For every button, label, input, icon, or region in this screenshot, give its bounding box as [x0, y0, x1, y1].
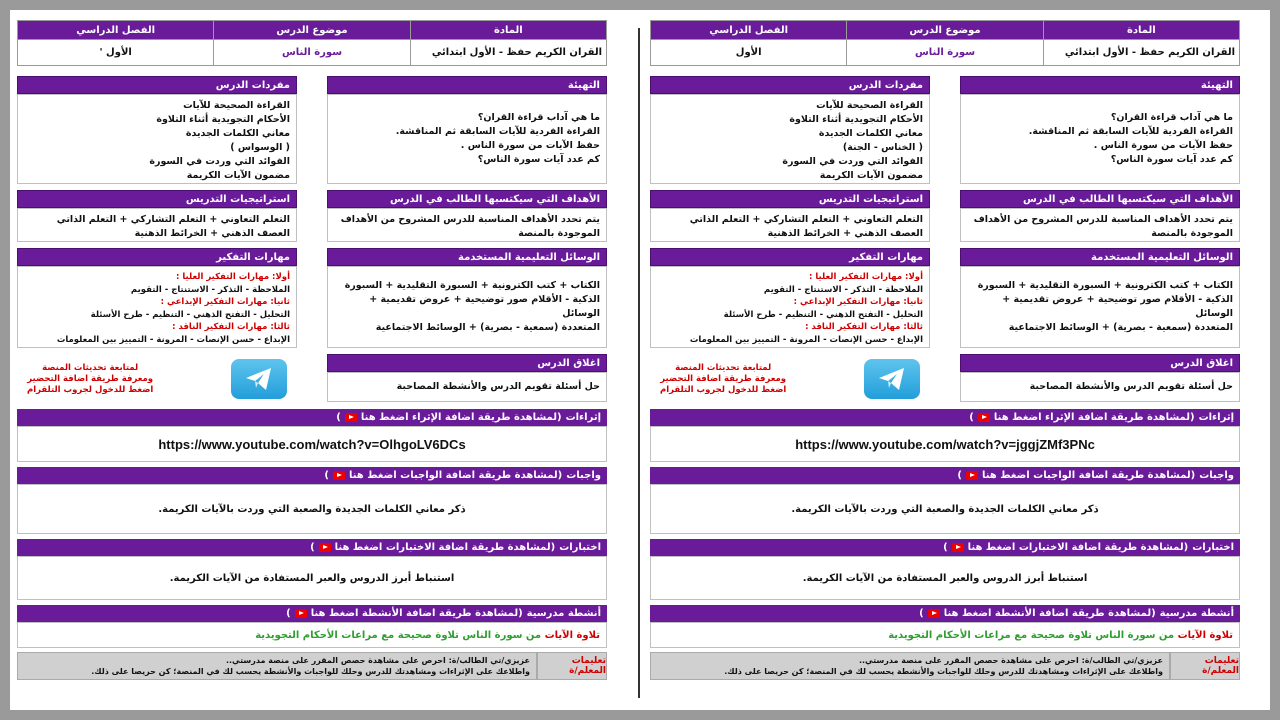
media-line: الذكية - الأقلام صور توضيحية + عروض تقديمية + الوسائل	[369, 294, 600, 319]
media-title: الوسائل التعليمية المستخدمة	[327, 248, 607, 266]
tests-text: استنباط أبرز الدروس والعبر المستفادة من الآيات الكريمة.	[802, 572, 1088, 584]
enrichment-video-link[interactable]: (لمشاهدة طريقة اضافة الإثراء اضغط هنا	[993, 412, 1195, 423]
telegram-icon[interactable]	[231, 359, 287, 399]
tests-text: استنباط أبرز الدروس والعبر المستفادة من الآيات الكريمة.	[169, 572, 455, 584]
activities-bar	[650, 605, 1240, 622]
activities-content	[650, 622, 1240, 648]
vocab-line: الأحكام التجويدية أثناء التلاوة	[156, 114, 290, 125]
thinking-title: مهارات التفكير	[650, 248, 930, 266]
homework-video-link[interactable]: (لمشاهدة طريقة اضافة الواجبات اضغط هنا	[981, 470, 1196, 481]
thinking-line: الملاحظة - التذكر - الاستنتاج - التقويم	[763, 284, 923, 295]
enrichment-bar	[650, 409, 1240, 426]
strategies-title: استراتيجيات التدريس	[17, 190, 297, 208]
goals-line: الموجودة بالمنصة	[518, 228, 600, 239]
media-line: الكتاب + كتب الكترونية + السبورة التقليدية + السبورة	[977, 280, 1233, 291]
activities-bar	[17, 605, 607, 622]
closing-title: اغلاق الدرس	[327, 354, 607, 372]
strategies-line: التعلم التعاوني + التعلم التشاركي + التعلم الذاتي	[56, 214, 290, 225]
strategies-title: استراتيجيات التدريس	[650, 190, 930, 208]
thinking-title: مهارات التفكير	[17, 248, 297, 266]
intro-line: ما هي آداب قراءة القران؟	[1110, 112, 1233, 123]
tests-link-close: )	[943, 542, 948, 553]
header-term-value: الأول	[651, 40, 847, 66]
teacher-instructions	[650, 652, 1240, 680]
intro-line: القراءة الفردية للآيات السابقة ثم المناقشة.	[1028, 126, 1233, 137]
youtube-icon[interactable]	[295, 609, 307, 618]
activities-text-b: من سورة الناس تلاوة صحيحة مع مراعات الأحكام التجويدية	[255, 629, 542, 641]
thinking-line: الملاحظة - التذكر - الاستنتاج - التقويم	[130, 284, 290, 295]
strategies-line: التعلم التعاوني + التعلم التشاركي + التعلم الذاتي	[689, 214, 923, 225]
activities-text-a: تلاوة الآيات	[1177, 629, 1233, 641]
tests-video-link[interactable]: (لمشاهدة طريقة اضافة الاختبارات اضغط هنا	[967, 542, 1189, 553]
teacher-instructions-label: تعليمات المعلم/ة	[537, 652, 607, 680]
thinking-line: ثانيا: مهارات التفكير الإبداعي :	[160, 297, 290, 307]
page-divider	[638, 28, 640, 698]
tests-label: اختبارات	[1192, 542, 1234, 553]
goals-line: يتم تحدد الأهداف المناسبة للدرس المشروح من الأهداف	[340, 214, 600, 225]
enrichment-url-link[interactable]: https://www.youtube.com/watch?v=jggjZMf3PNc	[795, 436, 1095, 452]
telegram-text-line: ومعرفة طريقة اضافة التحضير	[660, 373, 787, 384]
header-subject-label: المادة	[1043, 21, 1239, 40]
media-title: الوسائل التعليمية المستخدمة	[960, 248, 1240, 266]
thinking-line: التحليل - التفتح الذهني - التنظيم - طرح الأسئلة	[723, 309, 923, 320]
tests-label: اختبارات	[559, 542, 601, 553]
media-line: المتعددة (سمعية - بصرية) + الوسائط الاجتماعية	[1008, 322, 1233, 333]
goals-section	[327, 190, 607, 242]
vocab-line: القراءة الصحيحة للآيات	[183, 100, 290, 111]
vocab-line: القراءة الصحيحة للآيات	[816, 100, 923, 111]
strategies-section	[650, 190, 930, 242]
lesson-plan-sheet-right	[650, 20, 1240, 688]
lesson-header-table	[650, 20, 1240, 66]
vocab-section	[17, 76, 297, 184]
telegram-text-line: لمتابعة تحديثات المنصة	[42, 362, 139, 373]
closing-text: حل أسئلة تقويم الدرس والأنشطة المصاحبة	[396, 381, 600, 392]
lesson-header-table	[17, 20, 607, 66]
vocab-line: ( الوسواس )	[230, 142, 290, 153]
intro-section	[960, 76, 1240, 184]
vocab-line: ( الخناس - الجنة)	[842, 142, 923, 153]
tests-bar	[650, 539, 1240, 556]
lesson-plan-sheet-left	[17, 20, 607, 688]
strategies-section	[17, 190, 297, 242]
media-section	[960, 248, 1240, 348]
youtube-icon[interactable]	[978, 413, 990, 422]
youtube-icon[interactable]	[333, 471, 345, 480]
intro-line: حفظ الآيات من سورة الناس .	[460, 140, 600, 151]
closing-section	[327, 354, 607, 404]
telegram-text-line: ومعرفة طريقة اضافة التحضير	[27, 373, 154, 384]
thinking-line: الإبداع - حسن الإنصات - المرونة - التمييز بين المعلومات	[689, 334, 923, 345]
intro-line: القراءة الفردية للآيات السابقة ثم المناقشة.	[395, 126, 600, 137]
intro-line: كم عدد آيات سورة الناس؟	[1110, 154, 1233, 165]
goals-title: الأهداف التي سيكتسبها الطالب في الدرس	[327, 190, 607, 208]
homework-text: ذكر معاني الكلمات الجديدة والصعبة التي وردت بالآيات الكريمة.	[791, 503, 1099, 515]
vocab-line: الفوائد التي وردت في السورة	[149, 156, 290, 167]
teacher-instructions-line: عزيزي/تي الطالب/ة: احرص على مشاهدة حصص المقرر على منصة مدرستي..	[225, 656, 530, 665]
vocab-line: معاني الكلمات الجديدة	[818, 128, 923, 139]
telegram-group-link[interactable]	[650, 354, 930, 404]
activities-video-link[interactable]: (لمشاهدة طريقة اضافة الأنشطة اضغط هنا	[943, 608, 1156, 619]
goals-line: الموجودة بالمنصة	[1151, 228, 1233, 239]
homework-bar	[650, 467, 1240, 484]
intro-line: حفظ الآيات من سورة الناس .	[1093, 140, 1233, 151]
strategies-line: العصف الذهني + الخرائط الذهنية	[767, 228, 923, 239]
telegram-group-link[interactable]	[17, 354, 297, 404]
header-term-value: الأول '	[18, 40, 214, 66]
homework-text: ذكر معاني الكلمات الجديدة والصعبة التي وردت بالآيات الكريمة.	[158, 503, 466, 515]
thinking-line: أولا: مهارات التفكير العليا :	[808, 272, 923, 282]
header-subject-label: المادة	[410, 21, 606, 40]
homework-video-link[interactable]: (لمشاهدة طريقة اضافة الواجبات اضغط هنا	[348, 470, 563, 481]
intro-title: التهيئة	[327, 76, 607, 94]
enrichment-label: إثراءات	[565, 412, 601, 423]
closing-title: اغلاق الدرس	[960, 354, 1240, 372]
media-line: الذكية - الأقلام صور توضيحية + عروض تقديمية + الوسائل	[1002, 294, 1233, 319]
homework-label: واجبات	[1199, 470, 1234, 481]
telegram-text-line: اضغط للدخول لجروب التلقرام	[660, 384, 787, 395]
thinking-line: التحليل - التفتح الذهني - التنظيم - طرح الأسئلة	[90, 309, 290, 320]
header-term-label: الفصل الدراسي	[651, 21, 847, 40]
teacher-instructions-line: واطلاعك على الإثراءات ومشاهدتك للدرس وحلك للواجبات والأنشطة يحسب لك في المنصة؛ كن حريصا على ذلك.	[91, 667, 530, 676]
teacher-instructions-label: تعليمات المعلم/ة	[1170, 652, 1240, 680]
activities-label: أنشطة مدرسية	[526, 608, 601, 619]
enrichment-video-link[interactable]: (لمشاهدة طريقة اضافة الإثراء اضغط هنا	[360, 412, 562, 423]
enrichment-url-link[interactable]: https://www.youtube.com/watch?v=OlhgoLV6DCs	[158, 436, 466, 452]
media-line: المتعددة (سمعية - بصرية) + الوسائط الاجتماعية	[375, 322, 600, 333]
activities-link-close: )	[286, 608, 291, 619]
vocab-line: مضمون الآيات الكريمة	[186, 170, 290, 181]
youtube-icon[interactable]	[928, 609, 940, 618]
youtube-icon[interactable]	[966, 471, 978, 480]
enrichment-bar	[17, 409, 607, 426]
intro-line: كم عدد آيات سورة الناس؟	[477, 154, 600, 165]
enrichment-label: إثراءات	[1198, 412, 1234, 423]
activities-text-a: تلاوة الآيات	[544, 629, 600, 641]
tests-link-close: )	[310, 542, 315, 553]
tests-video-link[interactable]: (لمشاهدة طريقة اضافة الاختبارات اضغط هنا	[334, 542, 556, 553]
activities-link-close: )	[919, 608, 924, 619]
youtube-icon[interactable]	[319, 543, 331, 552]
thinking-section	[650, 248, 930, 348]
youtube-icon[interactable]	[345, 413, 357, 422]
activities-video-link[interactable]: (لمشاهدة طريقة اضافة الأنشطة اضغط هنا	[310, 608, 523, 619]
media-line: الكتاب + كتب الكترونية + السبورة التقليدية + السبورة	[344, 280, 600, 291]
media-section	[327, 248, 607, 348]
telegram-text-line: اضغط للدخول لجروب التلقرام	[27, 384, 154, 395]
enrichment-link-close: )	[969, 412, 974, 423]
thinking-line: ثانيا: مهارات التفكير الإبداعي :	[793, 297, 923, 307]
vocab-line: الأحكام التجويدية أثناء التلاوة	[789, 114, 923, 125]
thinking-line: ثالثا: مهارات التفكير الناقد :	[172, 322, 290, 332]
vocab-line: الفوائد التي وردت في السورة	[782, 156, 923, 167]
thinking-line: الإبداع - حسن الإنصات - المرونة - التمييز بين المعلومات	[56, 334, 290, 345]
strategies-line: العصف الذهني + الخرائط الذهنية	[134, 228, 290, 239]
intro-line: ما هي آداب قراءة القران؟	[477, 112, 600, 123]
telegram-text-line: لمتابعة تحديثات المنصة	[675, 362, 772, 373]
header-topic-value: سورة الناس	[847, 40, 1043, 66]
thinking-section	[17, 248, 297, 348]
vocab-line: مضمون الآيات الكريمة	[819, 170, 923, 181]
header-topic-label: موضوع الدرس	[847, 21, 1043, 40]
teacher-instructions-line: عزيزي/تي الطالب/ة: احرص على مشاهدة حصص المقرر على منصة مدرستي..	[858, 656, 1163, 665]
tests-bar	[17, 539, 607, 556]
goals-section	[960, 190, 1240, 242]
activities-text-b: من سورة الناس تلاوة صحيحة مع مراعات الأحكام التجويدية	[888, 629, 1175, 641]
goals-line: يتم تحدد الأهداف المناسبة للدرس المشروح من الأهداف	[973, 214, 1233, 225]
homework-link-close: )	[324, 470, 329, 481]
intro-section	[327, 76, 607, 184]
homework-link-close: )	[957, 470, 962, 481]
teacher-instructions-line: واطلاعك على الإثراءات ومشاهدتك للدرس وحلك للواجبات والأنشطة يحسب لك في المنصة؛ كن حريصا على ذلك.	[724, 667, 1163, 676]
vocab-title: مفردات الدرس	[17, 76, 297, 94]
vocab-title: مفردات الدرس	[650, 76, 930, 94]
activities-content	[17, 622, 607, 648]
header-term-label: الفصل الدراسي	[18, 21, 214, 40]
vocab-section	[650, 76, 930, 184]
youtube-icon[interactable]	[952, 543, 964, 552]
intro-title: التهيئة	[960, 76, 1240, 94]
header-subject-value: القران الكريم حفظ - الأول ابتدائي	[410, 40, 606, 66]
closing-section	[960, 354, 1240, 404]
homework-label: واجبات	[566, 470, 601, 481]
telegram-icon[interactable]	[864, 359, 920, 399]
teacher-instructions	[17, 652, 607, 680]
activities-label: أنشطة مدرسية	[1159, 608, 1234, 619]
header-subject-value: القران الكريم حفظ - الأول ابتدائي	[1043, 40, 1239, 66]
enrichment-link-close: )	[336, 412, 341, 423]
vocab-line: معاني الكلمات الجديدة	[185, 128, 290, 139]
goals-title: الأهداف التي سيكتسبها الطالب في الدرس	[960, 190, 1240, 208]
homework-bar	[17, 467, 607, 484]
thinking-line: أولا: مهارات التفكير العليا :	[175, 272, 290, 282]
closing-text: حل أسئلة تقويم الدرس والأنشطة المصاحبة	[1029, 381, 1233, 392]
header-topic-label: موضوع الدرس	[214, 21, 410, 40]
thinking-line: ثالثا: مهارات التفكير الناقد :	[805, 322, 923, 332]
header-topic-value: سورة الناس	[214, 40, 410, 66]
